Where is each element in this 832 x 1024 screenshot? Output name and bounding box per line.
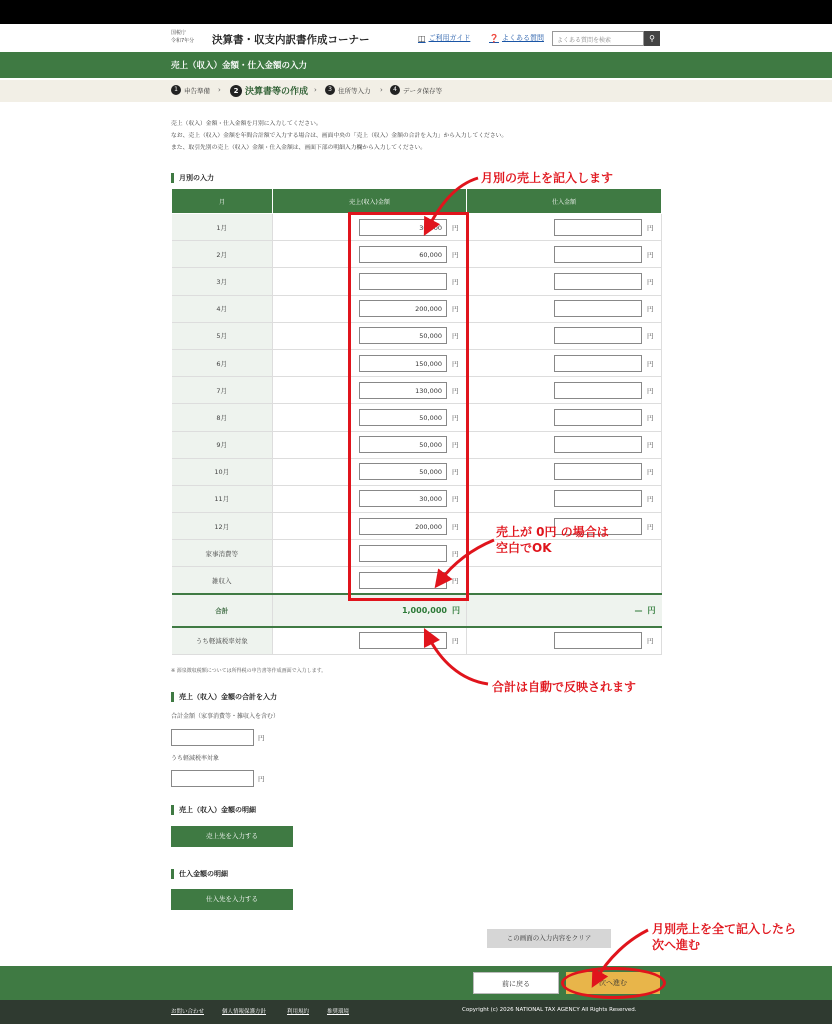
total-purchase-value: —	[634, 606, 643, 616]
month-label: 8月	[172, 404, 273, 431]
step-label: 住所等入力	[338, 86, 371, 95]
col-month-header: 月	[172, 189, 273, 214]
yen-unit: 円	[452, 441, 459, 450]
step-number: 2	[230, 85, 242, 97]
bottom-footer	[0, 1000, 832, 1024]
step-label: 申告準備	[184, 86, 210, 95]
annual-total-label: 合計金額（家事消費等・雑収入を含む）	[171, 713, 280, 720]
sales-input[interactable]: 50,000	[359, 409, 447, 426]
yen-unit: 円	[452, 332, 459, 341]
auto-note: 合計は自動で反映されます	[492, 680, 637, 694]
monthly-note: 月別の売上を記入します	[481, 171, 614, 185]
annual-total-input[interactable]	[171, 729, 254, 746]
total-wrap	[273, 605, 466, 616]
purchase-input[interactable]	[554, 382, 642, 399]
next-note-line: 月別売上を全て記入したら	[652, 922, 797, 936]
guide-link[interactable]	[418, 33, 470, 43]
col-purchase-header: 仕入金額	[467, 189, 662, 214]
yen-unit: 円	[452, 305, 459, 314]
zero-note-line: 売上が 0円 の場合は	[496, 525, 609, 539]
page-title-band	[0, 52, 832, 78]
add-sales-partner-button[interactable]: 売上先を入力する	[171, 826, 293, 847]
purchase-input[interactable]	[554, 409, 642, 426]
yen-unit: 円	[452, 359, 459, 368]
month-label: 4月	[172, 295, 273, 322]
nav-footer	[0, 966, 832, 1000]
sales-input[interactable]: 150,000	[359, 355, 447, 372]
month-label: 6月	[172, 349, 273, 376]
reduced-sales-wrap	[273, 632, 466, 649]
book-icon: ◫	[418, 33, 426, 43]
month-label: 5月	[172, 322, 273, 349]
yen-unit: 円	[452, 468, 459, 477]
step-2	[230, 84, 308, 97]
purchase-cell	[467, 241, 662, 268]
yen-unit: 円	[647, 606, 656, 616]
yen-unit: 円	[452, 277, 459, 286]
purchase-cell	[467, 295, 662, 322]
yen-unit: 円	[452, 576, 459, 585]
yen-unit: 円	[647, 413, 654, 422]
yen-unit: 円	[647, 332, 654, 341]
next-note	[652, 921, 796, 953]
purchase-input[interactable]	[554, 463, 642, 480]
month-label: 1月	[172, 214, 273, 241]
intro-line: 売上（収入）金額・仕入金額を月別に入力してください。	[171, 121, 322, 127]
yen-unit: 円	[647, 223, 654, 232]
total-sales-value: 1,000,000	[401, 606, 447, 616]
yen-unit: 円	[452, 413, 459, 422]
step-number: 3	[325, 85, 335, 95]
footer-link-environment[interactable]: 推奨環境	[327, 1009, 350, 1015]
purchase-wrap	[467, 490, 661, 507]
step-label: 決算書等の作成	[245, 87, 309, 97]
table-row	[172, 627, 662, 654]
yen-unit: 円	[647, 522, 654, 531]
month-label: 11月	[172, 485, 273, 512]
yen-unit: 円	[647, 637, 654, 646]
step-4	[390, 85, 442, 95]
next-button-highlight	[561, 967, 666, 999]
purchase-cell	[467, 377, 662, 404]
footer-link-terms[interactable]: 利用規約	[287, 1009, 310, 1015]
step-3	[325, 85, 371, 95]
purchase-cell	[467, 485, 662, 512]
purchase-wrap	[467, 463, 661, 480]
purchase-input[interactable]	[554, 219, 642, 236]
purchase-input[interactable]	[554, 273, 642, 290]
purchase-cell	[467, 214, 662, 241]
reduced-sales-input[interactable]	[359, 632, 447, 649]
sales-input[interactable]: 60,000	[359, 246, 447, 263]
yen-unit: 円	[647, 359, 654, 368]
intro-text	[171, 118, 671, 154]
purchase-wrap	[467, 355, 661, 372]
step-number: 4	[390, 85, 400, 95]
guide-link-label: ご利用ガイド	[428, 34, 471, 42]
purchase-wrap	[467, 436, 661, 453]
purchase-input[interactable]	[554, 327, 642, 344]
purchase-input[interactable]	[554, 300, 642, 317]
yen-unit: 円	[452, 386, 459, 395]
sales-input[interactable]: 50,000	[359, 463, 447, 480]
month-label: うち軽減税率対象	[172, 627, 273, 654]
chevron-right-icon: ›	[380, 86, 383, 94]
yen-unit: 円	[647, 495, 654, 504]
purchase-wrap	[467, 382, 661, 399]
search-icon: ⚲	[649, 34, 655, 43]
faq-link-label: よくある質問	[501, 34, 544, 42]
sales-input[interactable]: 130,000	[359, 382, 447, 399]
month-label: 9月	[172, 431, 273, 458]
month-label: 雑収入	[172, 567, 273, 594]
intro-line: なお、売上（収入）金額を年間合計額で入力する場合は、画面中央の「売上（収入）金額の合計を入力」から入力してください。	[171, 133, 508, 139]
yen-unit: 円	[647, 250, 654, 259]
yen-unit: 円	[452, 223, 459, 232]
sales-input[interactable]: 50,000	[359, 327, 447, 344]
purchase-detail-title: 仕入金額の明細	[171, 869, 228, 879]
sales-input[interactable]: 30,000	[359, 490, 447, 507]
top-black-bar	[0, 0, 832, 24]
chevron-right-icon: ›	[314, 86, 317, 94]
total-wrap	[467, 605, 662, 616]
purchase-wrap	[467, 409, 661, 426]
annual-section-title: 売上（収入）金額の合計を入力	[171, 692, 277, 702]
reduced-sales-cell	[273, 627, 467, 654]
month-label: 合計	[172, 594, 273, 627]
purchase-cell	[467, 349, 662, 376]
purchase-input[interactable]	[554, 355, 642, 372]
step-1	[171, 85, 210, 95]
purchase-input[interactable]	[554, 246, 642, 263]
agency-label	[171, 29, 194, 45]
month-label: 家事消費等	[172, 540, 273, 567]
month-label: 3月	[172, 268, 273, 295]
progress-steps	[0, 80, 832, 102]
sales-detail-title: 売上（収入）金額の明細	[171, 805, 256, 815]
yen-unit: 円	[647, 441, 654, 450]
misc-income-purchase-cell	[467, 567, 662, 594]
purchase-cell	[467, 268, 662, 295]
sales-column-highlight	[348, 212, 469, 601]
monthly-section-title: 月別の入力	[171, 173, 214, 183]
purchase-wrap	[467, 327, 661, 344]
col-sales-header: 売上(収入)金額	[273, 189, 467, 214]
intro-line: また、取引先別の売上（収入）金額・仕入金額は、画面下部の明細入力欄から入力してください。	[171, 145, 427, 151]
yen-unit: 円	[258, 734, 265, 742]
yen-unit: 円	[647, 277, 654, 286]
search-button[interactable]	[644, 31, 660, 46]
purchase-wrap	[467, 219, 661, 236]
footer-link-contact[interactable]: お問い合わせ	[171, 1009, 205, 1015]
yen-unit: 円	[452, 637, 459, 646]
purchase-input[interactable]	[554, 436, 642, 453]
purchase-input[interactable]	[554, 490, 642, 507]
purchase-wrap	[467, 246, 661, 263]
yen-unit: 円	[647, 386, 654, 395]
yen-unit: 円	[647, 305, 654, 314]
footer-link-privacy[interactable]: 個人情報保護方針	[222, 1009, 267, 1015]
total-purchase-cell	[467, 594, 662, 627]
sales-input[interactable]: 50,000	[359, 436, 447, 453]
back-button[interactable]: 前に戻る	[473, 972, 559, 994]
site-header	[0, 24, 832, 52]
month-label: 7月	[172, 377, 273, 404]
step-label: データ保存等	[403, 86, 442, 95]
purchase-wrap	[467, 300, 661, 317]
month-label: 12月	[172, 513, 273, 540]
annual-reduced-label: うち軽減税率対象	[171, 755, 220, 762]
agency-name: 国税庁	[171, 30, 187, 36]
add-purchase-partner-button[interactable]: 仕入先を入力する	[171, 889, 293, 910]
month-label: 2月	[172, 241, 273, 268]
site-title: 決算書・収支内訳書作成コーナー	[212, 34, 370, 46]
step-number: 1	[171, 85, 181, 95]
faq-link[interactable]	[489, 33, 544, 43]
annual-reduced-input[interactable]	[171, 770, 254, 787]
chevron-right-icon: ›	[218, 86, 221, 94]
sales-input[interactable]: 200,000	[359, 518, 447, 535]
search-input[interactable]: よくある質問を検索	[552, 31, 644, 46]
purchase-cell	[467, 404, 662, 431]
month-label: 10月	[172, 458, 273, 485]
reduced-purchase-cell	[467, 627, 662, 654]
purchase-cell	[467, 322, 662, 349]
sales-input[interactable]: 200,000	[359, 300, 447, 317]
yen-unit: 円	[647, 468, 654, 477]
purchase-cell	[467, 431, 662, 458]
purchase-wrap	[467, 273, 661, 290]
yen-unit: 円	[258, 775, 265, 783]
yen-unit: 円	[452, 522, 459, 531]
footnote: ※ 源泉徴収税額については所得税の申告書等作成画面で入力します。	[171, 668, 327, 674]
tax-year: 令和7年分	[171, 38, 195, 44]
reduced-purchase-input[interactable]	[554, 632, 642, 649]
next-button[interactable]: 次へ進む	[566, 972, 660, 994]
question-icon: ❓	[489, 33, 499, 43]
next-note-line: 次へ進む	[652, 938, 701, 952]
yen-unit: 円	[452, 549, 459, 558]
yen-unit: 円	[452, 606, 460, 616]
clear-button[interactable]: この画面の入力内容をクリア	[487, 929, 611, 948]
page-title: 売上（収入）金額・仕入金額の入力	[171, 61, 308, 71]
purchase-cell	[467, 458, 662, 485]
reduced-purchase-wrap	[467, 632, 661, 649]
sales-input[interactable]: 30,000	[359, 219, 447, 236]
yen-unit: 円	[452, 495, 459, 504]
copyright: Copyright (c) 2026 NATIONAL TAX AGENCY All Rights Reserved.	[462, 1007, 637, 1013]
zero-note-line: 空白でOK	[496, 541, 552, 555]
yen-unit: 円	[452, 250, 459, 259]
zero-note	[496, 524, 609, 556]
